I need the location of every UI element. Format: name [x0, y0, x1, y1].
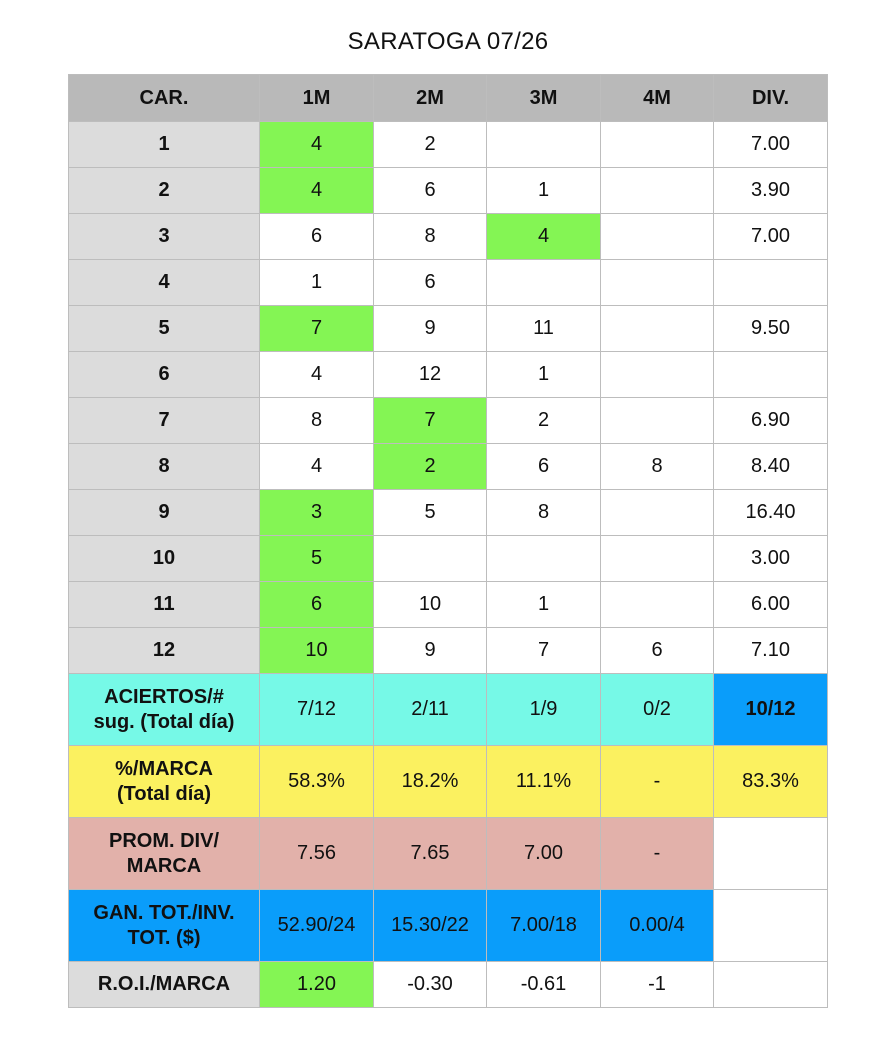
- dividend: 7.10: [714, 628, 828, 674]
- aciertos-label-line2: sug. (Total día): [93, 710, 235, 733]
- mark-2m: 12: [374, 352, 487, 398]
- mark-1m: 5: [260, 536, 374, 582]
- dividend: 7.00: [714, 122, 828, 168]
- mark-1m: 3: [260, 490, 374, 536]
- table-row: [69, 490, 828, 536]
- race-number: 1: [69, 122, 260, 168]
- prom-1m: 7.56: [260, 818, 374, 890]
- dividend: 6.00: [714, 582, 828, 628]
- race-number: 2: [69, 168, 260, 214]
- table-row: [69, 122, 828, 168]
- aciertos-4m: 0/2: [601, 674, 714, 746]
- header-4m: 4M: [601, 75, 714, 122]
- dividend: [714, 352, 828, 398]
- aciertos-label-line1: ACIERTOS/#: [104, 685, 224, 708]
- mark-1m: 10: [260, 628, 374, 674]
- aciertos-row: [69, 674, 828, 746]
- roi-label: R.O.I./MARCA: [69, 962, 260, 1008]
- table-row: [69, 260, 828, 306]
- mark-1m: 4: [260, 444, 374, 490]
- gan-row: [69, 890, 828, 962]
- mark-3m: 6: [487, 444, 601, 490]
- mark-4m: [601, 260, 714, 306]
- gan-label: [69, 890, 260, 962]
- roi-total: [714, 962, 828, 1008]
- dividend: 7.00: [714, 214, 828, 260]
- mark-4m: 6: [601, 628, 714, 674]
- marca-label-line1: %/MARCA: [115, 757, 213, 780]
- mark-1m: 1: [260, 260, 374, 306]
- race-number: 4: [69, 260, 260, 306]
- mark-3m: [487, 536, 601, 582]
- marca-1m: 58.3%: [260, 746, 374, 818]
- marca-label-line2: (Total día): [116, 782, 212, 805]
- aciertos-3m: 1/9: [487, 674, 601, 746]
- mark-1m: 6: [260, 582, 374, 628]
- aciertos-label: [69, 674, 260, 746]
- gan-label-line1: GAN. TOT./INV.: [93, 901, 235, 924]
- header-2m: 2M: [374, 75, 487, 122]
- table-row: [69, 398, 828, 444]
- table-row: [69, 628, 828, 674]
- mark-4m: 8: [601, 444, 714, 490]
- race-number: 3: [69, 214, 260, 260]
- mark-3m: 1: [487, 352, 601, 398]
- roi-4m: -1: [601, 962, 714, 1008]
- aciertos-1m: 7/12: [260, 674, 374, 746]
- mark-4m: [601, 398, 714, 444]
- race-number: 11: [69, 582, 260, 628]
- mark-4m: [601, 306, 714, 352]
- mark-3m: 7: [487, 628, 601, 674]
- dividend: 3.90: [714, 168, 828, 214]
- mark-4m: [601, 490, 714, 536]
- table-row: [69, 444, 828, 490]
- marca-row: [69, 746, 828, 818]
- table-row: [69, 214, 828, 260]
- mark-1m: 4: [260, 168, 374, 214]
- mark-4m: [601, 168, 714, 214]
- mark-2m: 6: [374, 260, 487, 306]
- dividend: 16.40: [714, 490, 828, 536]
- mark-3m: 4: [487, 214, 601, 260]
- prom-label-line2: MARCA: [126, 854, 202, 877]
- sheet-title: SARATOGA 07/26: [347, 28, 549, 55]
- table-row: [69, 168, 828, 214]
- mark-2m: 2: [374, 122, 487, 168]
- roi-3m: -0.61: [487, 962, 601, 1008]
- mark-1m: 8: [260, 398, 374, 444]
- mark-4m: [601, 536, 714, 582]
- table-row: [69, 306, 828, 352]
- table-row: [69, 352, 828, 398]
- prom-2m: 7.65: [374, 818, 487, 890]
- header-div: DIV.: [714, 75, 828, 122]
- prom-4m: -: [601, 818, 714, 890]
- mark-2m: 8: [374, 214, 487, 260]
- race-number: 9: [69, 490, 260, 536]
- dividend: 3.00: [714, 536, 828, 582]
- mark-3m: [487, 260, 601, 306]
- marca-label: [69, 746, 260, 818]
- prom-label: [69, 818, 260, 890]
- aciertos-2m: 2/11: [374, 674, 487, 746]
- mark-3m: 8: [487, 490, 601, 536]
- marca-3m: 11.1%: [487, 746, 601, 818]
- roi-row: [69, 962, 828, 1008]
- gan-2m: 15.30/22: [374, 890, 487, 962]
- roi-1m: 1.20: [260, 962, 374, 1008]
- race-number: 7: [69, 398, 260, 444]
- prom-3m: 7.00: [487, 818, 601, 890]
- header-3m: 3M: [487, 75, 601, 122]
- gan-1m: 52.90/24: [260, 890, 374, 962]
- prom-total: [714, 818, 828, 890]
- mark-2m: 2: [374, 444, 487, 490]
- mark-3m: 11: [487, 306, 601, 352]
- mark-2m: [374, 536, 487, 582]
- race-number: 12: [69, 628, 260, 674]
- table-row: [69, 582, 828, 628]
- dividend: 9.50: [714, 306, 828, 352]
- prom-row: [69, 818, 828, 890]
- mark-2m: 6: [374, 168, 487, 214]
- marca-4m: -: [601, 746, 714, 818]
- dividend: 6.90: [714, 398, 828, 444]
- mark-2m: 5: [374, 490, 487, 536]
- mark-2m: 7: [374, 398, 487, 444]
- prom-label-line1: PROM. DIV/: [108, 829, 219, 852]
- aciertos-total: 10/12: [714, 674, 828, 746]
- gan-label-line2: TOT. ($): [127, 926, 201, 949]
- mark-3m: 2: [487, 398, 601, 444]
- mark-1m: 4: [260, 122, 374, 168]
- mark-4m: [601, 582, 714, 628]
- roi-2m: -0.30: [374, 962, 487, 1008]
- race-number: 6: [69, 352, 260, 398]
- mark-4m: [601, 122, 714, 168]
- mark-2m: 9: [374, 628, 487, 674]
- marca-2m: 18.2%: [374, 746, 487, 818]
- dividend: [714, 260, 828, 306]
- marca-total: 83.3%: [714, 746, 828, 818]
- mark-3m: [487, 122, 601, 168]
- header-car: CAR.: [69, 75, 260, 122]
- mark-3m: 1: [487, 168, 601, 214]
- dividend: 8.40: [714, 444, 828, 490]
- mark-2m: 9: [374, 306, 487, 352]
- mark-1m: 7: [260, 306, 374, 352]
- mark-1m: 6: [260, 214, 374, 260]
- mark-4m: [601, 214, 714, 260]
- race-number: 5: [69, 306, 260, 352]
- header-row: [69, 75, 828, 122]
- table-row: [69, 536, 828, 582]
- mark-4m: [601, 352, 714, 398]
- mark-2m: 10: [374, 582, 487, 628]
- header-1m: 1M: [260, 75, 374, 122]
- mark-3m: 1: [487, 582, 601, 628]
- gan-3m: 7.00/18: [487, 890, 601, 962]
- mark-1m: 4: [260, 352, 374, 398]
- race-number: 8: [69, 444, 260, 490]
- results-table: [68, 74, 828, 1008]
- gan-total: [714, 890, 828, 962]
- gan-4m: 0.00/4: [601, 890, 714, 962]
- race-number: 10: [69, 536, 260, 582]
